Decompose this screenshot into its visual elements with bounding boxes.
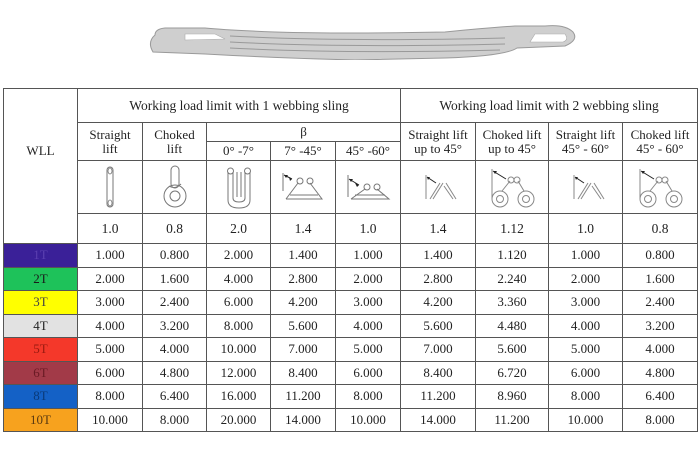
two-choked-45-60-icon	[623, 161, 698, 214]
table-cell: 4.800	[143, 361, 207, 385]
table-cell: 11.200	[271, 385, 336, 409]
table-cell: 6.400	[623, 385, 698, 409]
table-cell: 8.000	[336, 385, 401, 409]
table-cell: 0.800	[143, 244, 207, 268]
wll-color-swatch: 3T	[4, 291, 78, 315]
table-cell: 4.200	[401, 291, 476, 315]
table-cell: 10.000	[207, 338, 271, 362]
group2-title: Working load limit with 2 webbing sling	[401, 89, 698, 123]
col-header-two-choked-45: Choked lift up to 45°	[476, 123, 549, 161]
table-cell: 2.800	[271, 267, 336, 291]
factor-value: 0.8	[623, 214, 698, 244]
table-cell: 2.000	[207, 244, 271, 268]
factor-value: 1.4	[401, 214, 476, 244]
col-header-two-choked-45-60: Choked lift 45° - 60°	[623, 123, 698, 161]
wll-color-swatch: 10T	[4, 408, 78, 432]
table-cell: 5.600	[271, 314, 336, 338]
factor-value: 1.0	[549, 214, 623, 244]
table-cell: 3.360	[476, 291, 549, 315]
table-cell: 4.000	[207, 267, 271, 291]
table-cell: 6.000	[549, 361, 623, 385]
table-cell: 5.600	[476, 338, 549, 362]
factor-value: 0.8	[143, 214, 207, 244]
col-header-two-straight-45-60: Straight lift 45° - 60°	[549, 123, 623, 161]
table-row	[4, 267, 698, 291]
webbing-sling-image	[145, 20, 585, 60]
table-row	[4, 385, 698, 409]
table-cell: 1.000	[78, 244, 143, 268]
col-header-angle-0-7: 0° -7°	[207, 142, 271, 161]
table-cell: 0.800	[623, 244, 698, 268]
table-cell: 2.000	[78, 267, 143, 291]
table-cell: 4.480	[476, 314, 549, 338]
factor-value: 1.0	[78, 214, 143, 244]
table-cell: 20.000	[207, 408, 271, 432]
table-cell: 1.400	[401, 244, 476, 268]
table-cell: 3.000	[336, 291, 401, 315]
wll-color-swatch: 1T	[4, 244, 78, 268]
table-cell: 8.960	[476, 385, 549, 409]
table-cell: 8.400	[401, 361, 476, 385]
choked-lift-icon	[143, 161, 207, 214]
table-row	[4, 314, 698, 338]
table-cell: 11.200	[401, 385, 476, 409]
table-cell: 10.000	[78, 408, 143, 432]
table-row	[4, 244, 698, 268]
wll-header: WLL	[4, 89, 78, 214]
table-cell: 5.000	[549, 338, 623, 362]
table-cell: 1.400	[271, 244, 336, 268]
wll-color-swatch: 4T	[4, 314, 78, 338]
col-header-two-straight-45: Straight lift up to 45°	[401, 123, 476, 161]
table-cell: 16.000	[207, 385, 271, 409]
basket-0-7-icon	[207, 161, 271, 214]
wll-color-swatch: 6T	[4, 361, 78, 385]
table-row	[4, 361, 698, 385]
table-cell: 4.000	[623, 338, 698, 362]
table-cell: 4.000	[549, 314, 623, 338]
table-cell: 1.000	[549, 244, 623, 268]
table-row	[4, 338, 698, 362]
factor-value: 2.0	[207, 214, 271, 244]
table-cell: 2.400	[143, 291, 207, 315]
table-cell: 4.000	[336, 314, 401, 338]
table-cell: 10.000	[549, 408, 623, 432]
table-cell: 3.000	[78, 291, 143, 315]
col-header-angle-7-45: 7° -45°	[271, 142, 336, 161]
table-cell: 6.000	[78, 361, 143, 385]
basket-7-45-icon	[271, 161, 336, 214]
table-cell: 2.240	[476, 267, 549, 291]
table-cell: 3.200	[143, 314, 207, 338]
wll-color-swatch: 5T	[4, 338, 78, 362]
col-header-straight-lift: Straight lift	[78, 123, 143, 161]
table-cell: 2.800	[401, 267, 476, 291]
table-cell: 7.000	[401, 338, 476, 362]
table-cell: 1.600	[143, 267, 207, 291]
wll-color-swatch: 2T	[4, 267, 78, 291]
table-cell: 2.000	[549, 267, 623, 291]
basket-45-60-icon	[336, 161, 401, 214]
table-cell: 2.000	[336, 267, 401, 291]
table-cell: 14.000	[401, 408, 476, 432]
table-cell: 10.000	[336, 408, 401, 432]
factor-value: 1.12	[476, 214, 549, 244]
table-cell: 11.200	[476, 408, 549, 432]
table-cell: 8.000	[207, 314, 271, 338]
table-row	[4, 408, 698, 432]
table-cell: 8.000	[143, 408, 207, 432]
table-cell: 6.000	[207, 291, 271, 315]
table-cell: 14.000	[271, 408, 336, 432]
table-row	[4, 291, 698, 315]
table-cell: 2.400	[623, 291, 698, 315]
table-cell: 4.200	[271, 291, 336, 315]
wll-color-swatch: 8T	[4, 385, 78, 409]
table-cell: 1.000	[336, 244, 401, 268]
factor-value: 1.4	[271, 214, 336, 244]
table-cell: 6.720	[476, 361, 549, 385]
table-cell: 7.000	[271, 338, 336, 362]
table-cell: 6.400	[143, 385, 207, 409]
table-cell: 8.000	[78, 385, 143, 409]
table-cell: 5.000	[336, 338, 401, 362]
table-cell: 3.200	[623, 314, 698, 338]
wll-table	[3, 88, 698, 432]
table-cell: 12.000	[207, 361, 271, 385]
table-cell: 6.000	[336, 361, 401, 385]
table-cell: 1.600	[623, 267, 698, 291]
table-cell: 4.000	[78, 314, 143, 338]
table-cell: 8.400	[271, 361, 336, 385]
two-straight-45-60-icon	[549, 161, 623, 214]
table-cell: 8.000	[623, 408, 698, 432]
table-cell: 3.000	[549, 291, 623, 315]
beta-header: β	[207, 123, 401, 142]
table-cell: 5.000	[78, 338, 143, 362]
table-cell: 1.120	[476, 244, 549, 268]
group1-title: Working load limit with 1 webbing sling	[78, 89, 401, 123]
table-cell: 4.800	[623, 361, 698, 385]
col-header-choked-lift: Choked lift	[143, 123, 207, 161]
factor-value: 1.0	[336, 214, 401, 244]
straight-lift-icon	[78, 161, 143, 214]
col-header-angle-45-60: 45° -60°	[336, 142, 401, 161]
two-choked-45-icon	[476, 161, 549, 214]
table-cell: 8.000	[549, 385, 623, 409]
table-cell: 5.600	[401, 314, 476, 338]
table-cell: 4.000	[143, 338, 207, 362]
two-straight-45-icon	[401, 161, 476, 214]
factor-blank	[4, 214, 78, 244]
